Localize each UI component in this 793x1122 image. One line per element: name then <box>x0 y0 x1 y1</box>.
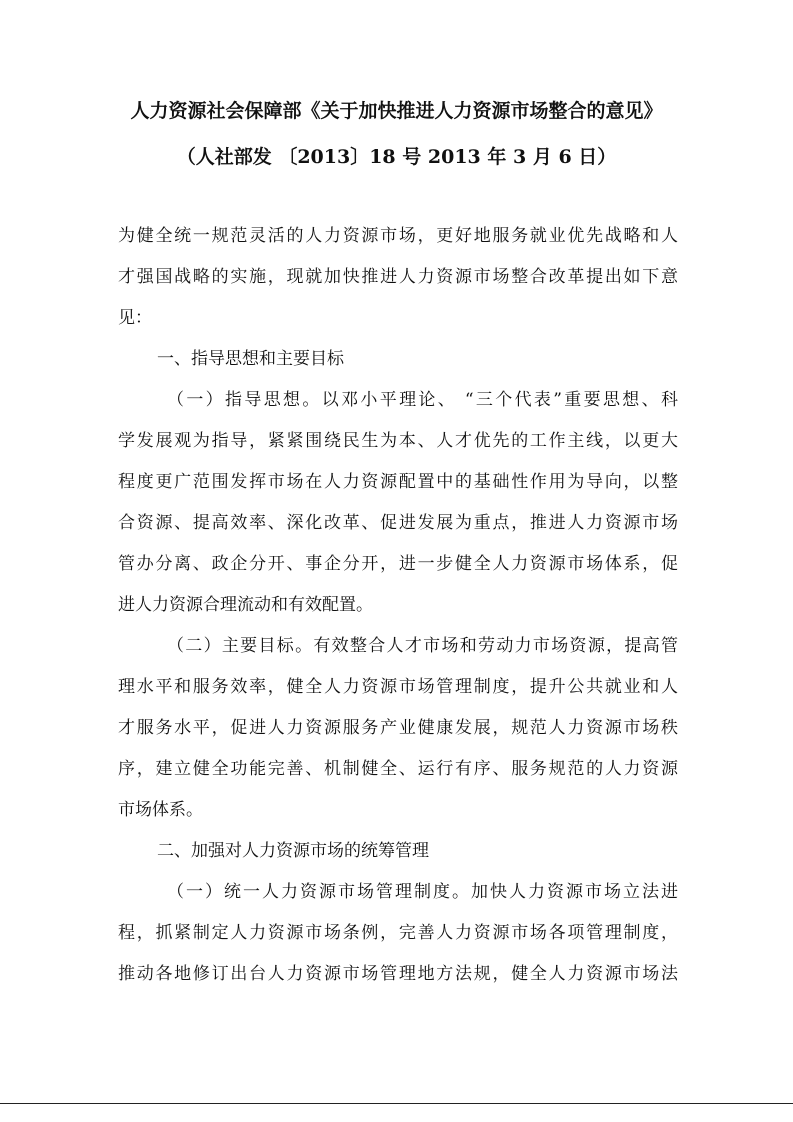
body-line: 理水平和服务效率，健全人力资源市场管理制度，提升公共就业和人 <box>118 677 678 697</box>
body-line: 见： <box>118 308 152 328</box>
body-line: 序，建立健全功能完善、机制健全、运行有序、服务规范的人力资源 <box>118 759 678 779</box>
section-heading: 一、指导思想和主要目标 <box>157 349 344 369</box>
page-bottom-divider <box>0 1103 793 1104</box>
body-line: 推动各地修订出台人力资源市场管理地方法规，健全人力资源市场法 <box>118 964 678 984</box>
document-title: 人力资源社会保障部《关于加快推进人力资源市场整合的意见》 <box>130 100 663 122</box>
body-line: 合资源、提高效率、深化改革、促进发展为重点，推进人力资源市场 <box>118 513 678 533</box>
body-line: 管办分离、政企分开、事企分开，进一步健全人力资源市场体系，促 <box>118 554 678 574</box>
body-line: 才服务水平，促进人力资源服务产业健康发展，规范人力资源市场秩 <box>118 718 678 738</box>
body-line: （二）主要目标。有效整合人才市场和劳动力市场资源，提高管 <box>167 636 678 656</box>
body-line: 才强国战略的实施，现就加快推进人力资源市场整合改革提出如下意 <box>118 267 678 287</box>
body-line: 市场体系。 <box>118 800 203 820</box>
body-line: 程度更广范围发挥市场在人力资源配置中的基础性作用为导向，以整 <box>118 472 678 492</box>
document-number: （人社部发 〔2013〕18 号 2013 年 3 月 6 日） <box>176 146 617 168</box>
body-line: 为健全统一规范灵活的人力资源市场，更好地服务就业优先战略和人 <box>118 226 678 246</box>
body-line: （一）指导思想。以邓小平理论、 “三个代表”重要思想、科 <box>167 390 678 410</box>
body-line: （一）统一人力资源市场管理制度。加快人力资源市场立法进 <box>167 882 678 902</box>
body-line: 进人力资源合理流动和有效配置。 <box>118 595 373 615</box>
body-line: 程，抓紧制定人力资源市场条例，完善人力资源市场各项管理制度， <box>118 923 678 943</box>
body-line: 学发展观为指导，紧紧围绕民生为本、人才优先的工作主线，以更大 <box>118 431 678 451</box>
section-heading: 二、加强对人力资源市场的统筹管理 <box>157 841 429 861</box>
